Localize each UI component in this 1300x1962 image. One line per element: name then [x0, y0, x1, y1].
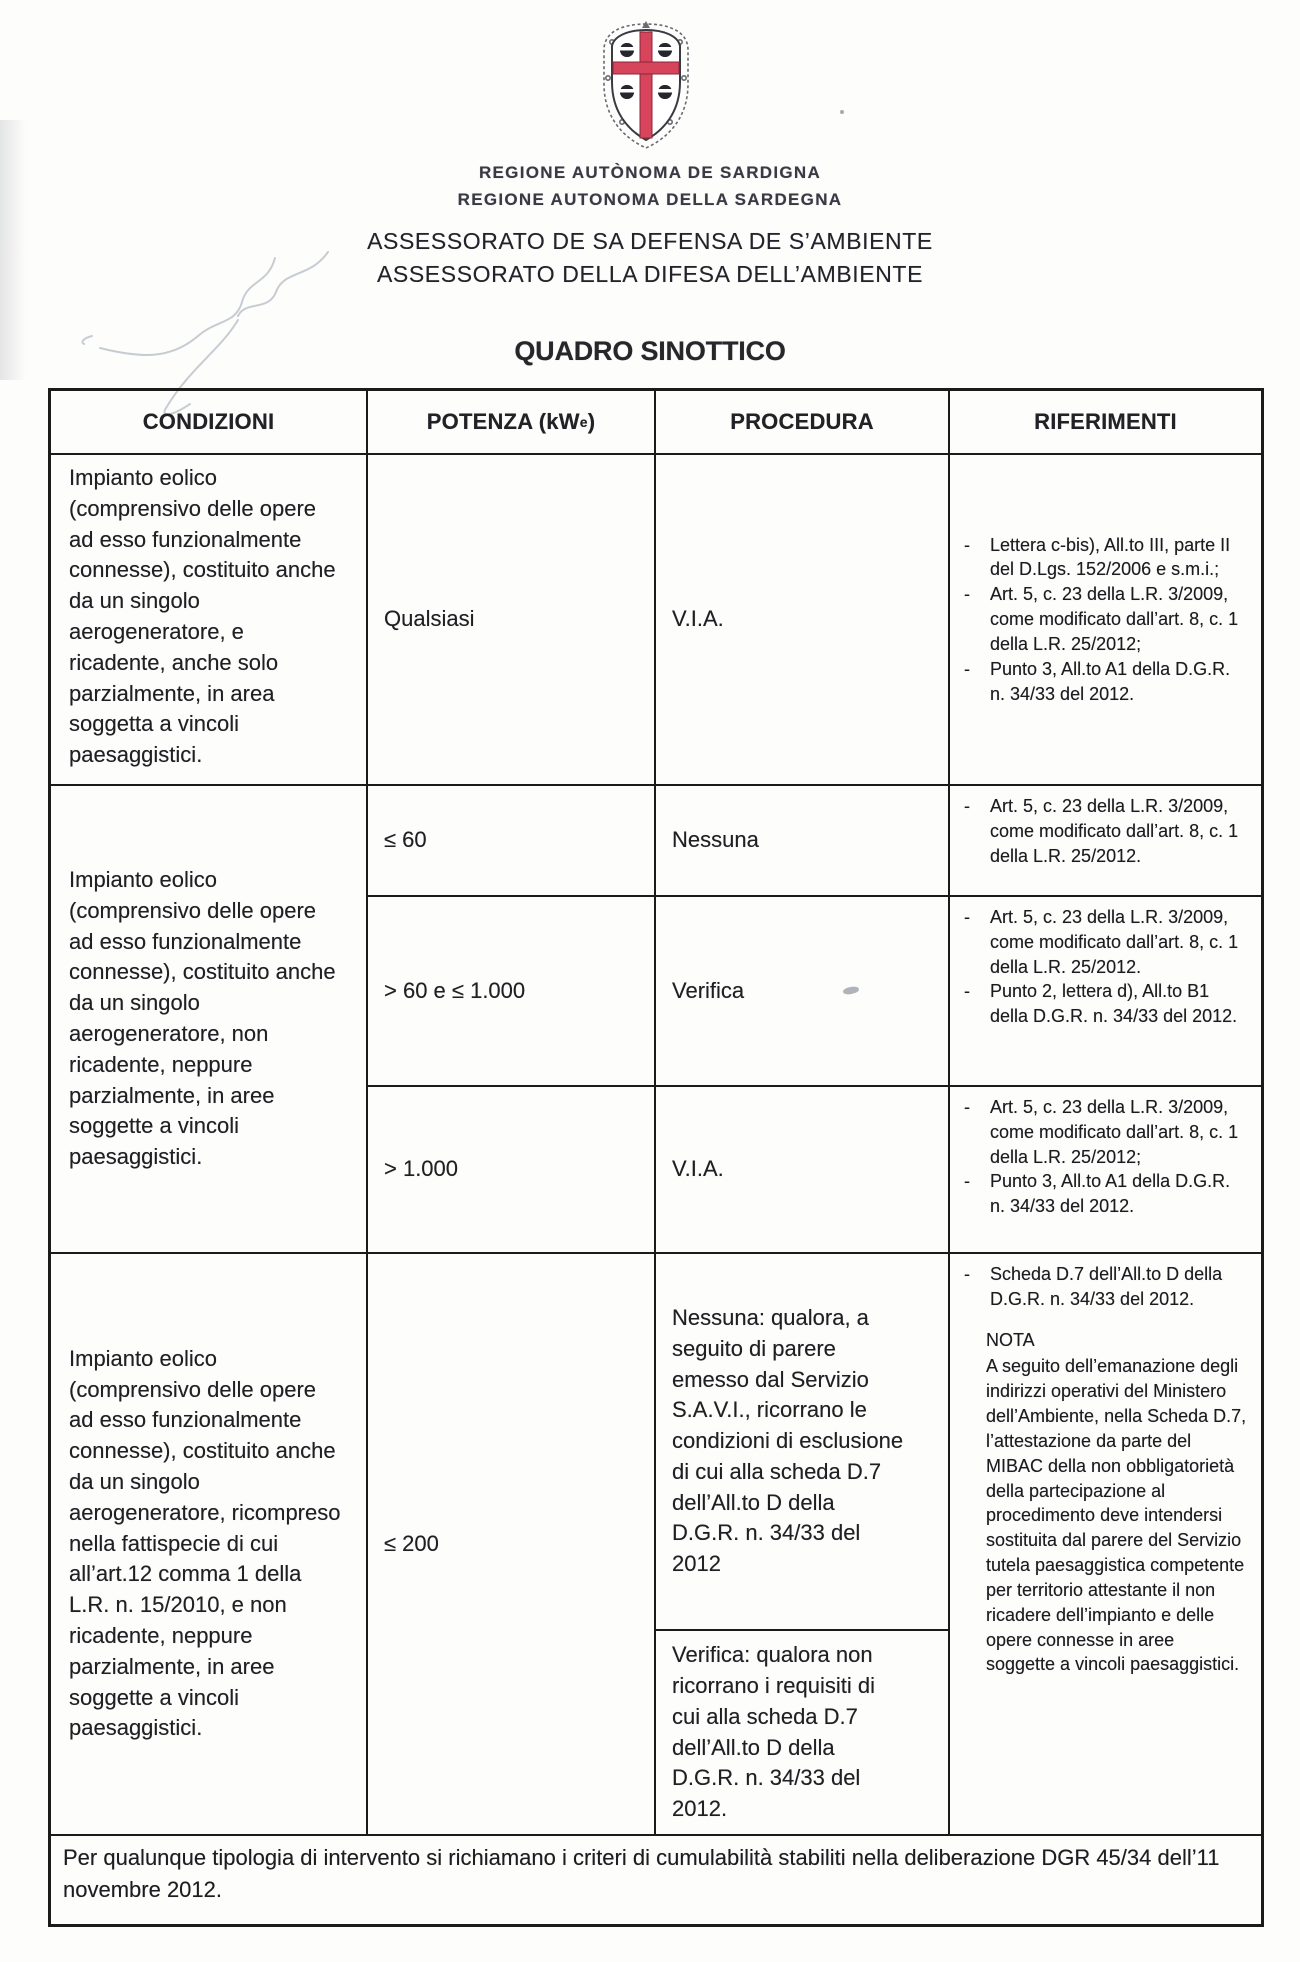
- cell-block2-row3-riferimenti: [950, 1087, 1261, 1254]
- reference-item: - Punto 3, All.to A1 della D.G.R. n. 34/33 del 2012.: [964, 658, 1231, 704]
- cell-block2-row2-potenza: > 60 e ≤ 1.000: [368, 897, 656, 1087]
- reference-item: - Scheda D.7 dell’All.to D della D.G.R. n. 34/33 del 2012.: [964, 1264, 1223, 1309]
- cell-block2-row2-riferimenti: [950, 897, 1261, 1087]
- cell-block2-row1-potenza: ≤ 60: [368, 786, 656, 897]
- cell-block2-row1-procedura: Nessuna: [656, 786, 950, 897]
- document-title: QUADRO SINOTTICO: [514, 336, 786, 366]
- cell-block1-riferimenti: [950, 455, 1261, 786]
- nota-heading: NOTA: [986, 1329, 1035, 1350]
- table-footer-note: Per qualunque tipologia di intervento si richiamano i criteri di cumulabilità stabiliti nella deliberazione DGR 45/34 dell’11 novembre 2012.: [63, 1845, 1220, 1902]
- cell-block1-condizioni: Impianto eolico (comprensivo delle opere ad esso funzionalmente connesse), costituito anche da un singolo aerogeneratore, e ricadente, anche solo parzialmente, in area soggetta a vincoli paesaggistici.: [51, 455, 368, 786]
- scan-dot-artifact: [840, 110, 844, 114]
- cell-block2-row2-procedura: Verifica: [656, 897, 950, 1087]
- column-header-riferimenti: RIFERIMENTI: [950, 391, 1261, 455]
- cell-block3-riferimenti: [950, 1254, 1261, 1836]
- region-name-italian: REGIONE AUTONOMA DELLA SARDEGNA: [457, 190, 843, 209]
- reference-item: - Lettera c-bis), All.to III, parte II del D.Lgs. 152/2006 e s.m.i.;: [964, 534, 1231, 580]
- cell-block3-condizioni: Impianto eolico (comprensivo delle opere ad esso funzionalmente connesse), costituito anche da un singolo aerogeneratore, ricompreso nella fattispecie di cui all’art.12 comma 1 della L.R. n. 15/2010, e non ricadente, neppure parzialmente, in aree soggette a vincoli paesaggistici.: [51, 1254, 368, 1836]
- reference-item: - Punto 2, lettera d), All.to B1 della D.G.R. n. 34/33 del 2012.: [964, 981, 1238, 1027]
- nota-text: A seguito dell’emanazione degli indirizzi operativi del Ministero dell’Ambiente, nella Scheda D.7, l’attestazione da parte del MIBAC della non obbligatorietà della partecipazione al procedimento deve intendersi sostituita dal parere del Servizio tutela paesaggistica competente per territorio attestante il non ricadere dell’impianto e delle opere connesse in aree soggette a vincoli paesaggistici.: [986, 1356, 1247, 1675]
- column-header-potenza: POTENZA (kW e ): [368, 391, 656, 455]
- column-header-procedura: PROCEDURA: [656, 391, 950, 455]
- department-name-italian: ASSESSORATO DELLA DIFESA DELL’AMBIENTE: [376, 261, 924, 287]
- cell-block2-row1-riferimenti: [950, 786, 1261, 897]
- reference-item: - Art. 5, c. 23 della L.R. 3/2009, come modificato dall’art. 8, c. 1 della L.R. 25/2012;: [964, 584, 1239, 654]
- cell-block2-condizioni: Impianto eolico (comprensivo delle opere ad esso funzionalmente connesse), costituito anche da un singolo aerogeneratore, non ricadente, neppure parzialmente, in aree soggette a vincoli paesaggistici.: [51, 786, 368, 1254]
- coat-of-arms-logo: [592, 20, 700, 152]
- cell-block3-potenza: ≤ 200: [368, 1254, 656, 1836]
- region-name-sardinian: REGIONE AUTÒNOMA DE SARDIGNA: [478, 163, 822, 182]
- cell-block1-potenza: Qualsiasi: [368, 455, 656, 786]
- column-header-condizioni: CONDIZIONI: [51, 391, 368, 455]
- cell-block1-procedura: V.I.A.: [656, 455, 950, 786]
- synoptic-table: [48, 388, 1264, 1927]
- nota-block: [960, 1328, 1247, 1678]
- reference-item: - Art. 5, c. 23 della L.R. 3/2009, come modificato dall’art. 8, c. 1 della L.R. 25/2012.: [964, 907, 1239, 977]
- cell-block3-procedura-nessuna: Nessuna: qualora, a seguito di parere emesso dal Servizio S.A.V.I., ricorrano le condizioni di esclusione di cui alla scheda D.7 dell’All.to D della D.G.R. n. 34/33 del 2012: [656, 1254, 950, 1631]
- reference-item: - Punto 3, All.to A1 della D.G.R. n. 34/33 del 2012.: [964, 1171, 1231, 1217]
- reference-item: - Art. 5, c. 23 della L.R. 3/2009, come modificato dall’art. 8, c. 1 della L.R. 25/2012;: [964, 1097, 1239, 1167]
- reference-item: - Art. 5, c. 23 della L.R. 3/2009, come modificato dall’art. 8, c. 1 della L.R. 25/2012.: [964, 796, 1239, 866]
- cell-block3-procedura-verifica: Verifica: qualora non ricorrano i requisiti di cui alla scheda D.7 dell’All.to D della D.G.R. n. 34/33 del 2012.: [656, 1631, 950, 1836]
- cell-block2-row3-potenza: > 1.000: [368, 1087, 656, 1254]
- cell-block2-row3-procedura: V.I.A.: [656, 1087, 950, 1254]
- department-name-sardinian: ASSESSORATO DE SA DEFENSA DE S’AMBIENTE: [367, 228, 933, 254]
